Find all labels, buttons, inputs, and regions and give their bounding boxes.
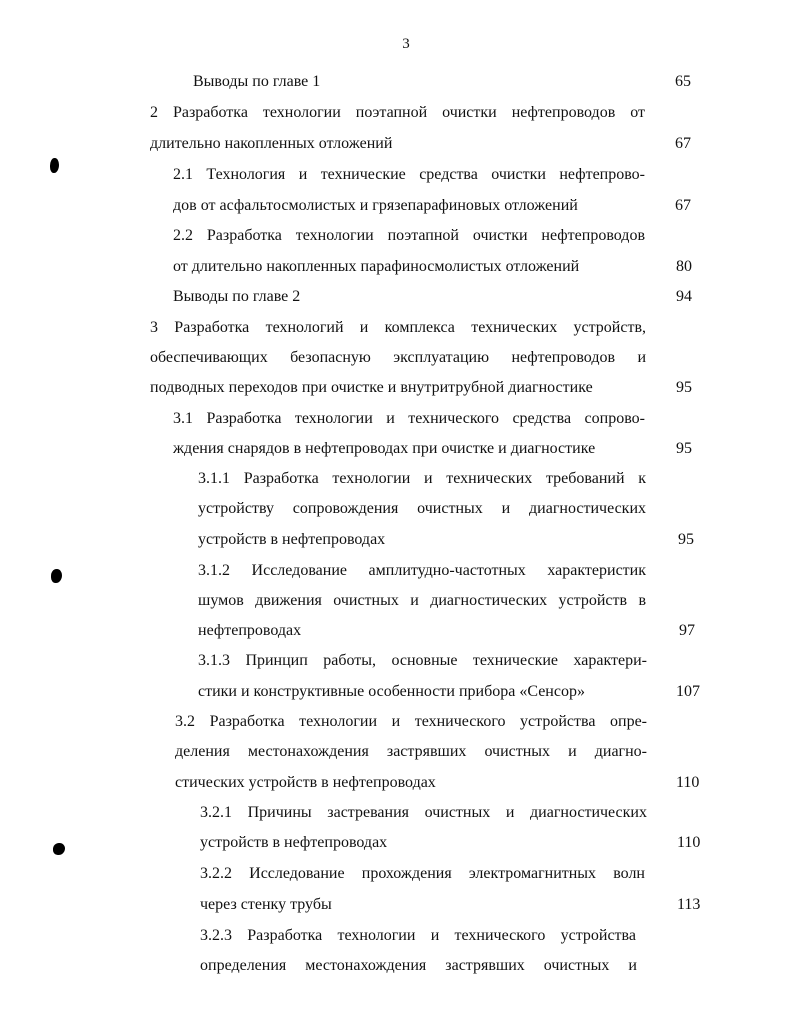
toc-entry-line: 3.2.2 Исследование прохождения электромагнитных волн — [200, 865, 645, 882]
toc-entry-line: Выводы по главе 2 — [173, 288, 301, 305]
toc-entry-line: подводных переходов при очистке и внутритрубной диагностике — [150, 379, 593, 396]
toc-entry-line: через стенку трубы — [200, 896, 332, 913]
toc-entry-line: устройств в нефтепроводах — [200, 834, 388, 851]
toc-entry-line: длительно накопленных отложений — [150, 135, 393, 152]
toc-entry-line: 3.2.1 Причины застревания очистных и диагностических — [200, 804, 647, 821]
toc-entry-line: стики и конструктивные особенности прибора «Сенсор» — [198, 683, 585, 700]
toc-entry-line: обеспечивающих безопасную эксплуатацию нефтепроводов и — [150, 349, 646, 366]
toc-entry-line: устройств в нефтепроводах — [198, 531, 386, 548]
toc-entry-line: устройству сопровождения очистных и диагностических — [198, 500, 646, 517]
toc-entry-line: 3.1 Разработка технологии и технического средства сопрово- — [173, 410, 645, 427]
toc-page: 110 — [676, 774, 700, 791]
toc-page: 67 — [675, 135, 691, 152]
toc-page: 113 — [677, 896, 701, 913]
toc-page: 94 — [676, 288, 692, 305]
toc-entry-line: 3.2.3 Разработка технологии и технического устройства — [200, 927, 636, 944]
toc-page: 65 — [675, 73, 691, 90]
toc-entry-line: 2.1 Технология и технические средства очистки нефтепрово- — [173, 166, 645, 183]
toc-entry-line: определения местонахождения застрявших очистных и — [200, 957, 637, 974]
toc-entry-line: нефтепроводах — [198, 622, 302, 639]
toc-entry-line: 3.1.1 Разработка технологии и технических требований к — [198, 470, 646, 487]
toc-page: 95 — [676, 379, 692, 396]
toc-entry-line: 2 Разработка технологии поэтапной очистки нефтепроводов от — [150, 104, 645, 121]
page-number: 3 — [402, 36, 410, 52]
toc-entry-line: шумов движения очистных и диагностических устройств в — [198, 592, 646, 609]
toc-entry-line: от длительно накопленных парафиносмолистых отложений — [173, 258, 580, 275]
toc-entry-line: стических устройств в нефтепроводах — [175, 774, 436, 791]
toc-page: 95 — [678, 531, 694, 548]
toc-entry-line: 3.1.2 Исследование амплитудно-частотных характеристик — [198, 562, 646, 579]
toc-page: 107 — [676, 683, 700, 700]
toc-page: 67 — [675, 197, 691, 214]
toc-entry-line: ждения снарядов в нефтепроводах при очистке и диагностике — [173, 440, 596, 457]
toc-entry-line: 3.1.3 Принцип работы, основные технические характери- — [198, 652, 647, 669]
toc-entry-line: Выводы по главе 1 — [193, 73, 321, 90]
toc-entry-line: 3 Разработка технологий и комплекса технических устройств, — [150, 319, 646, 336]
toc-entry-line: дов от асфальтосмолистых и грязепарафиновых отложений — [173, 197, 578, 214]
toc-page: 110 — [677, 834, 701, 851]
toc-page: 95 — [676, 440, 692, 457]
toc-page: 97 — [679, 622, 695, 639]
toc-page: 80 — [676, 258, 692, 275]
toc-entry-line: 2.2 Разработка технологии поэтапной очистки нефтепроводов — [173, 227, 645, 244]
toc-entry-line: 3.2 Разработка технологии и технического устройства опре- — [175, 713, 647, 730]
toc-entry-line: деления местонахождения застрявших очистных и диагно- — [175, 743, 647, 760]
